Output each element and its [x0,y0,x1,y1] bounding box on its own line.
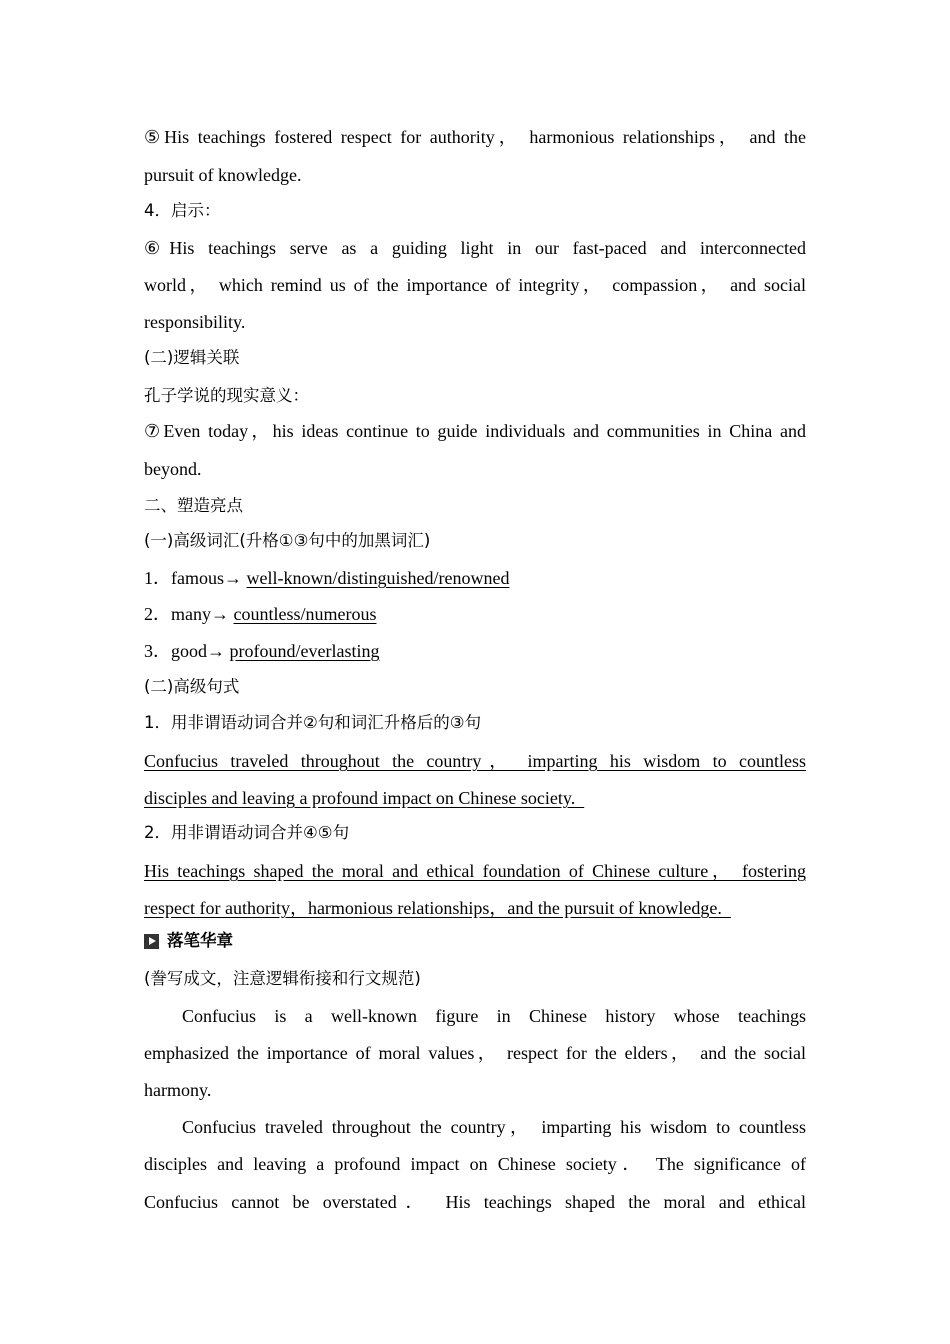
vocab-word: 3．good→ [144,641,230,661]
essay-p2-line1: Confucius traveled throughout the country， imparting his wisdom to countless [182,1117,806,1137]
vocab-item-1 [144,566,806,590]
essay-p2-line2: disciples and leaving a profound impact on Chinese society． The significance of [144,1154,806,1174]
essay-p1-line1: Confucius is a well-known figure in Chinese history whose teachings [182,1006,806,1026]
heading-inspiration: 4．启示： [144,201,221,220]
vocab-word: 1．famous→ [144,568,247,588]
answer-2-line2 [144,896,806,920]
answer-1-text: disciples and leaving a profound impact on Chinese society. [144,788,585,808]
answer-2-text: respect for authority，harmonious relationships，and the pursuit of knowledge. [144,898,731,918]
instruction: (誊写成文，注意逻辑衔接和行文规范) [144,969,421,988]
heading-sentences: (二)高级句式 [144,677,240,696]
answer-1-line2 [144,786,806,810]
sentence-7-line2: beyond. [144,459,202,479]
heading-highlights: 二、塑造亮点 [144,496,243,515]
heading-logic: (二)逻辑关联 [144,348,240,367]
sentence-7-line1: ⑦Even today，his ideas continue to guide individuals and communities in China and [144,421,806,441]
vocab-answer: countless/numerous [233,604,377,624]
sentence-5-line2: pursuit of knowledge. [144,165,302,185]
essay-p1-line3: harmony. [144,1080,212,1100]
essay-p1-line2: emphasized the importance of moral values， respect for the elders， and the social [144,1043,806,1063]
question-1: 1．用非谓语动词合并②句和词汇升格后的③句 [144,713,482,732]
vocab-answer: profound/everlasting [229,641,380,661]
section-title: 落笔华章 [167,931,233,950]
sentence-5-line1: ⑤His teachings fostered respect for authority， harmonious relationships， and the [144,127,806,147]
vocab-item-3 [144,639,806,663]
heading-meaning: 孔子学说的现实意义： [144,386,309,405]
sentence-6-line3: responsibility. [144,312,246,332]
vocab-item-2 [144,602,806,626]
play-triangle-icon [144,934,159,949]
section-heading [144,929,806,953]
vocab-word: 2．many→ [144,604,234,624]
answer-1-line1: Confucius traveled throughout the country， imparting his wisdom to countless [144,751,806,771]
heading-vocabulary: (一)高级词汇(升格①③句中的加黑词汇) [144,531,431,550]
vocab-answer: well-known/distinguished/renowned [246,568,510,588]
sentence-6-line1: ⑥His teachings serve as a guiding light in our fast-paced and interconnected [144,238,806,258]
essay-p2-line3: Confucius cannot be overstated． His teachings shaped the moral and ethical [144,1192,806,1212]
answer-2-line1: His teachings shaped the moral and ethical foundation of Chinese culture， fostering [144,861,806,881]
sentence-6-line2: world， which remind us of the importance of integrity， compassion， and social [144,275,806,295]
question-2: 2．用非谓语动词合并④⑤句 [144,823,350,842]
